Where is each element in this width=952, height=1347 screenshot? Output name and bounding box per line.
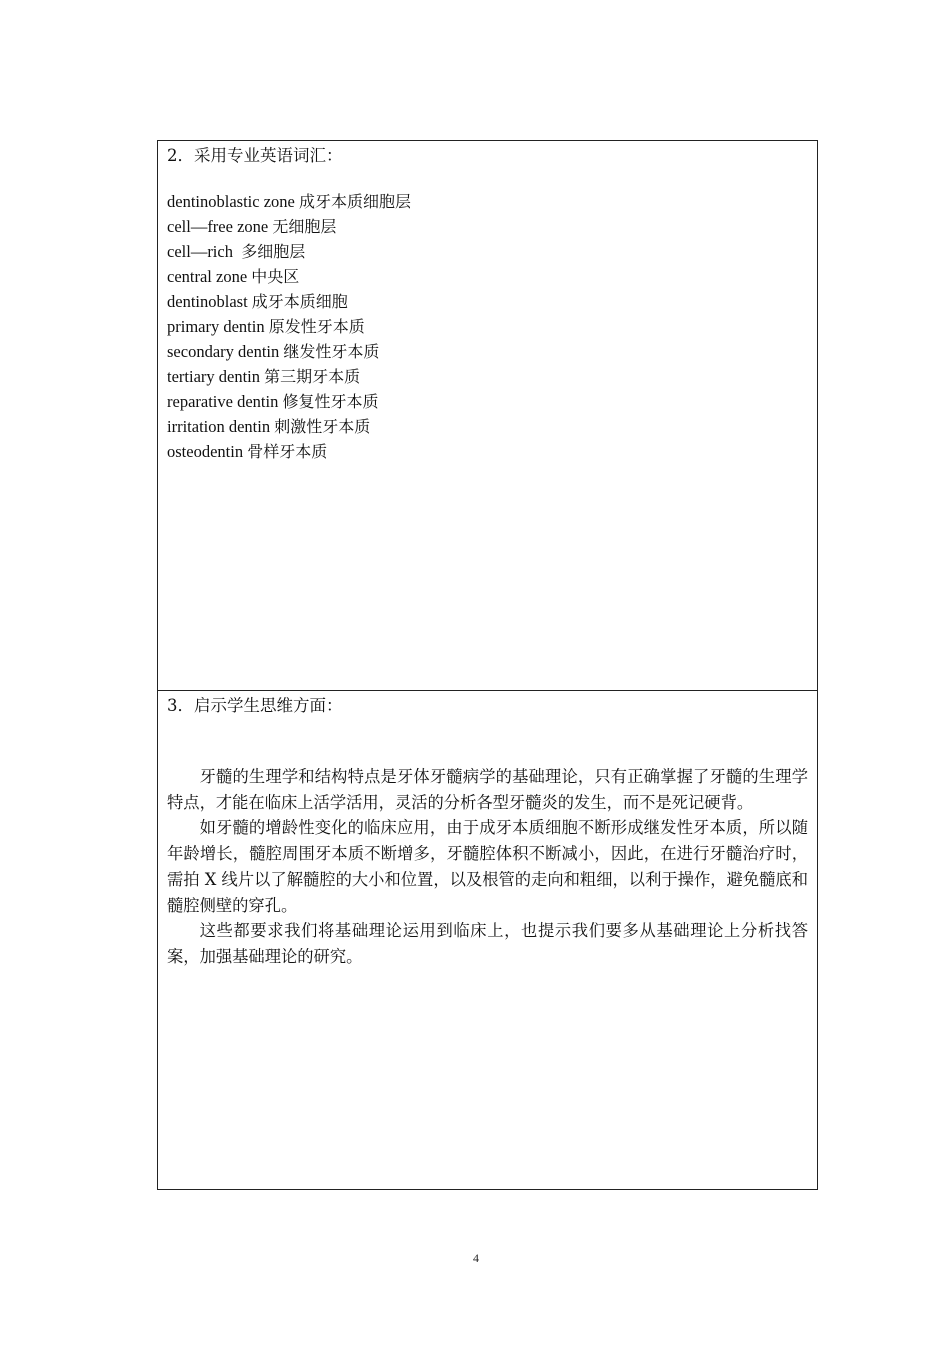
term-english: reparative dentin xyxy=(167,392,279,411)
term-chinese: 中央区 xyxy=(251,267,300,286)
term-chinese: 原发性牙本质 xyxy=(268,317,365,336)
vocab-item xyxy=(167,314,808,339)
term-english: irritation dentin xyxy=(167,417,271,436)
term-chinese: 无细胞层 xyxy=(272,217,337,236)
vocab-item xyxy=(167,414,808,439)
vocabulary-cell xyxy=(158,141,817,691)
term-chinese: 骨样牙本质 xyxy=(247,442,328,461)
term-chinese: 第三期牙本质 xyxy=(264,367,361,386)
term-english: primary dentin xyxy=(167,317,265,336)
term-english: dentinoblastic zone xyxy=(167,192,295,211)
term-chinese: 修复性牙本质 xyxy=(282,392,379,411)
term-chinese: 刺激性牙本质 xyxy=(274,417,371,436)
paragraph: 牙髓的生理学和结构特点是牙体牙髓病学的基础理论，只有正确掌握了牙髓的生理学特点，才能在临床上活学活用，灵活的分析各型牙髓炎的发生，而不是死记硬背。 xyxy=(167,767,808,812)
paragraph: 这些都要求我们将基础理论运用到临床上，也提示我们要多从基础理论上分析找答案，加强基础理论的研究。 xyxy=(167,921,808,966)
thinking-heading: 3．启示学生思维方面： xyxy=(167,696,343,715)
vocab-item xyxy=(167,289,808,314)
vocab-item xyxy=(167,214,808,239)
vocabulary-heading: 2．采用专业英语词汇： xyxy=(167,146,343,165)
paragraph: 如牙髓的增龄性变化的临床应用，由于成牙本质细胞不断形成继发性牙本质，所以随年龄增长，髓腔周围牙本质不断增多，牙髓腔体积不断减小，因此，在进行牙髓治疗时，需拍 X 线片以了解髓腔的大小和位置，以及根管的走向和粗细，以利于操作，避免髓底和髓腔侧壁的穿孔。 xyxy=(167,818,808,915)
vocab-item xyxy=(167,339,808,364)
vocab-item xyxy=(167,364,808,389)
term-chinese: 成牙本质细胞层 xyxy=(298,192,411,211)
term-english: secondary dentin xyxy=(167,342,280,361)
vocab-item xyxy=(167,189,808,214)
thinking-body xyxy=(167,764,808,970)
term-english: osteodentin xyxy=(167,442,244,461)
content-table xyxy=(157,140,818,1190)
vocab-item xyxy=(167,239,808,264)
term-chinese: 成牙本质细胞 xyxy=(251,292,348,311)
term-english: tertiary dentin xyxy=(167,367,261,386)
term-english: cell—free zone xyxy=(167,217,269,236)
page-number: 4 xyxy=(473,1251,479,1265)
thinking-cell xyxy=(158,691,817,1189)
term-chinese: 多细胞层 xyxy=(241,242,306,261)
vocab-item xyxy=(167,439,808,464)
term-english: dentinoblast xyxy=(167,292,248,311)
term-chinese: 继发性牙本质 xyxy=(283,342,380,361)
vocabulary-list xyxy=(167,189,808,464)
term-english: central zone xyxy=(167,267,248,286)
term-english: cell—rich xyxy=(167,242,233,261)
vocab-item xyxy=(167,389,808,414)
vocab-item xyxy=(167,264,808,289)
